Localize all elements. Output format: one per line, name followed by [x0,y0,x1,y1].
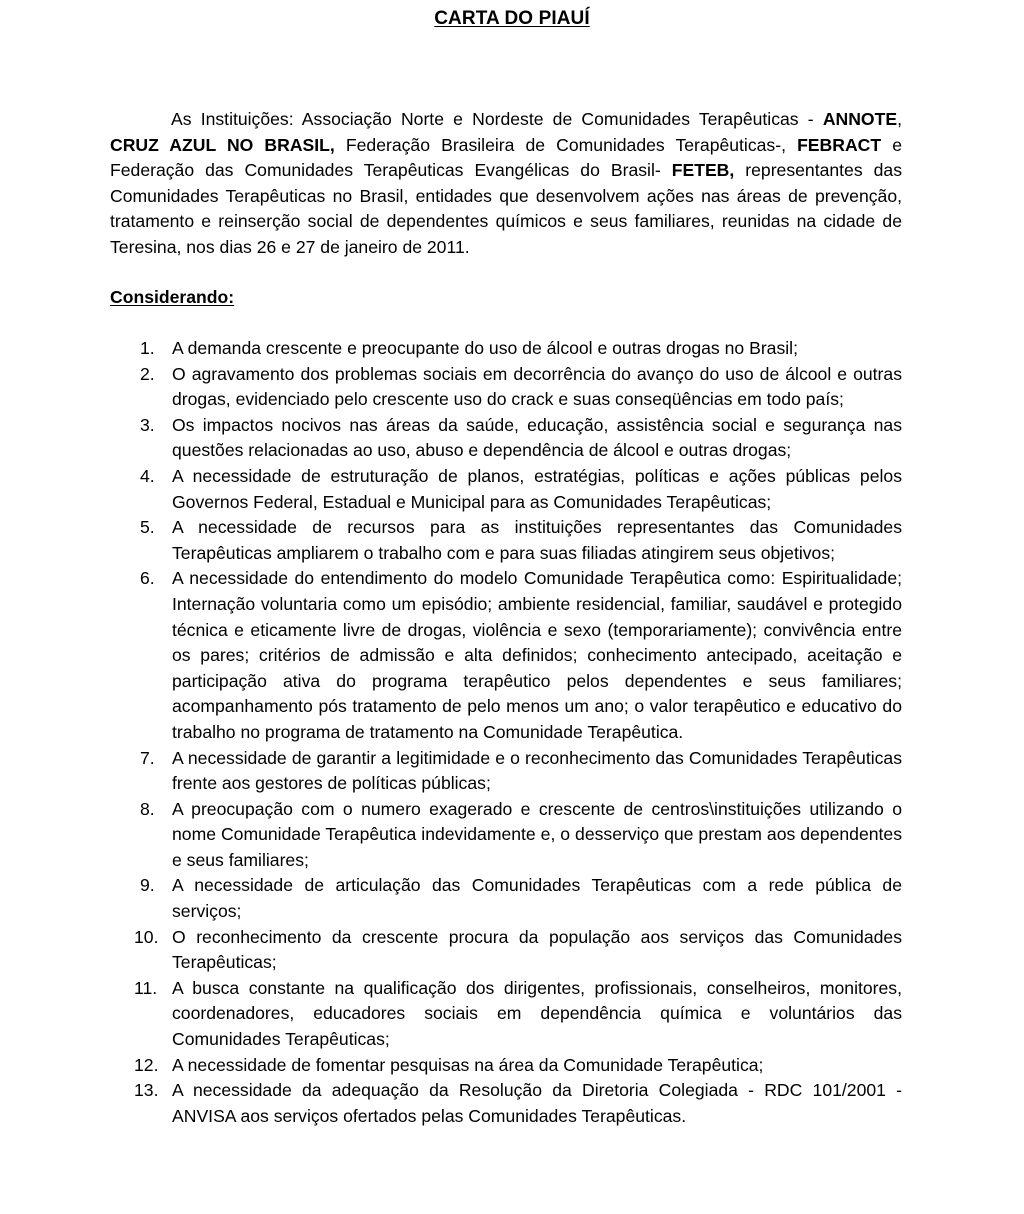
org-febract: FEBRACT [797,134,882,155]
considerando-list [110,336,902,1129]
list-item [110,1078,902,1129]
list-item-number: 5. [140,517,155,538]
intro-paragraph [110,107,902,261]
list-item [110,1053,902,1079]
list-item [110,873,902,924]
list-item-text: A preocupação com o numero exagerado e crescente de centros\instituições utilizando o nome Comunidade Terapêutica indevidamente e, o desserviço que prestam aos dependentes e seus familiares; [172,798,902,870]
list-item-text: A necessidade de estruturação de planos, estratégias, políticas e ações públicas pelos Governos Federal, Estadual e Municipal para as Comunidades Terapêuticas; [172,465,902,512]
list-item-text: A necessidade do entendimento do modelo Comunidade Terapêutica como: Espiritualidade; Internação voluntaria como um episódio; ambiente residencial, familiar, saudável e protegido técnica e eticamente livre de drogas, violência e sexo (temporariamente); convivência entre os pares; critérios de admissão e alta definidos; conhecimento antecipado, aceitação e participação ativa do programa terapêutico pelos dependentes e seus familiares; acompanhamento pós tratamento de pelo menos um ano; o valor terapêutico e educativo do trabalho no programa de tratamento na Comunidade Terapêutica. [172,568,902,742]
list-item-number: 2. [140,363,155,384]
list-item [110,515,902,566]
list-item [110,336,902,362]
list-item [110,362,902,413]
intro-text-1: As Instituições: Associação Norte e Nordeste de Comunidades Terapêuticas - [171,109,823,129]
intro-text-4: e Federação das Comunidades Terapêuticas Evangélicas do Brasil- [110,134,902,181]
list-item-number: 10. [134,926,159,947]
list-item-number: 3. [140,414,155,435]
list-item [110,413,902,464]
list-item-text: A busca constante na qualificação dos dirigentes, profissionais, conselheiros, monitores, coordenadores, educadores sociais em dependência química e voluntários das Comunidades Terapêuticas; [172,977,902,1050]
org-annote: ANNOTE [822,109,898,129]
intro-text-3: Federação Brasileira de Comunidades Terapêuticas-, [334,134,798,155]
list-item-text: A necessidade da adequação da Resolução da Diretoria Colegiada - RDC 101/2001 - ANVISA aos serviços ofertados pelas Comunidades Terapêuticas. [172,1080,902,1126]
list-item [110,566,902,745]
list-item-number: 1. [140,338,155,358]
list-item-text: O agravamento dos problemas sociais em decorrência do avanço do uso de álcool e outras drogas, evidenciado pelo crescente uso do crack e suas conseqüências em todo país; [172,363,902,410]
intro-text-5: representantes das Comunidades Terapêuticas no Brasil, entidades que desenvolvem ações nas áreas de prevenção, tratamento e reinserção social de dependentes químicos e seus familiares, reunidas na cidade de Teresina, nos dias 26 e 27 de janeiro de 2011. [110,160,902,257]
list-item-text: Os impactos nocivos nas áreas da saúde, educação, assistência social e segurança nas questões relacionadas ao uso, abuso e dependência de álcool e outras drogas; [172,414,902,461]
list-item [110,797,902,874]
considerando-heading: Considerando: [110,287,235,307]
list-item-text: A necessidade de recursos para as instituições representantes das Comunidades Terapêuticas ampliarem o trabalho com e para suas filiadas atingirem seus objetivos; [172,517,902,563]
list-item [110,464,902,515]
list-item [110,925,902,976]
list-item-text: A demanda crescente e preocupante do uso de álcool e outras drogas no Brasil; [172,338,798,358]
list-item-number: 8. [140,798,155,819]
document-title: CARTA DO PIAUÍ [434,8,590,29]
list-item [110,976,902,1053]
list-item-number: 13. [134,1080,159,1101]
intro-text-2: , [897,109,902,129]
list-item-number: 11. [134,977,158,998]
list-item-text: A necessidade de articulação das Comunidades Terapêuticas com a rede pública de serviços; [172,875,902,922]
list-item-number: 7. [140,747,155,768]
org-cruz-azul: CRUZ AZUL NO BRASIL, [110,134,335,155]
list-item [110,746,902,797]
list-item-text: A necessidade de garantir a legitimidade e o reconhecimento das Comunidades Terapêuticas frente aos gestores de políticas públicas; [172,747,902,794]
list-item-number: 9. [140,875,155,896]
org-feteb: FETEB, [671,160,735,181]
list-item-number: 4. [140,465,155,486]
list-item-text: O reconhecimento da crescente procura da população aos serviços das Comunidades Terapêuticas; [172,926,902,973]
list-item-text: A necessidade de fomentar pesquisas na área da Comunidade Terapêutica; [172,1054,764,1075]
list-item-number: 6. [140,568,155,589]
list-item-number: 12. [134,1054,159,1075]
